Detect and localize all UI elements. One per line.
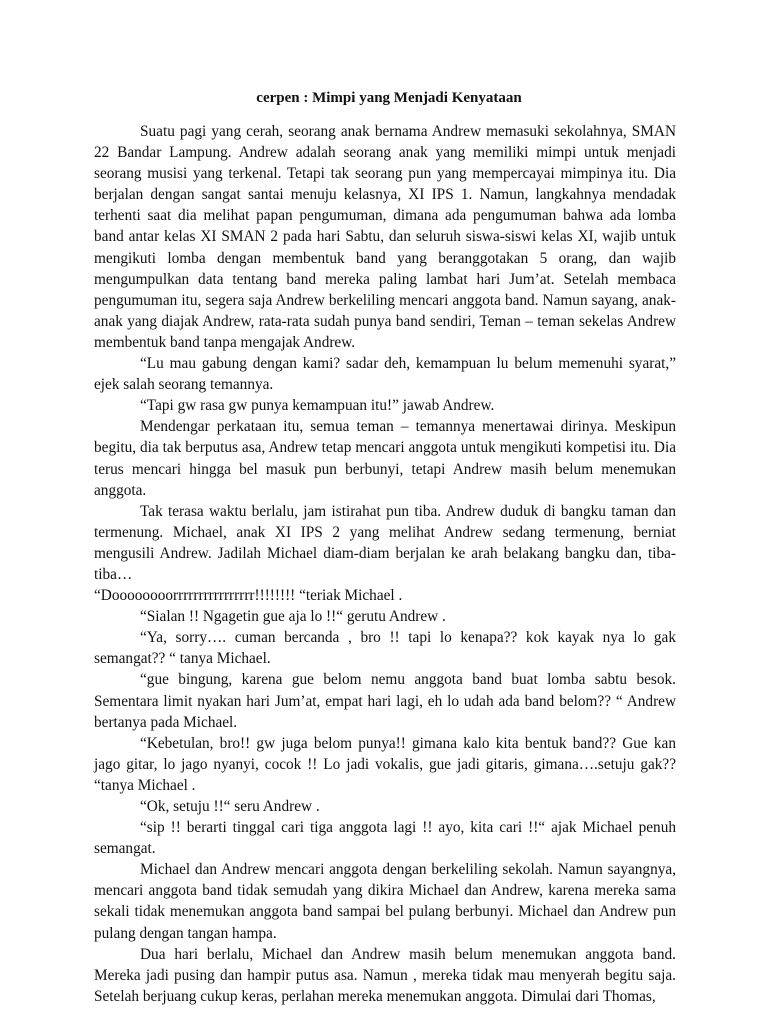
- paragraph: Michael dan Andrew mencari anggota dengan berkeliling sekolah. Namun sayangnya, mencari anggota band tidak semudah yang dikira Michael dan Andrew, karena mereka sama sekali tidak menemukan anggota band sampai bel pulang berbunyi. Michael dan Andrew pun pulang dengan tangan hampa.: [94, 861, 676, 942]
- paragraph: “sip !! berarti tinggal cari tiga anggota lagi !! ayo, kita cari !!“ ajak Michael penuh semangat.: [94, 819, 676, 858]
- paragraph: “Lu mau gabung dengan kami? sadar deh, kemampuan lu belum memenuhi syarat,” ejek salah seorang temannya.: [94, 355, 676, 394]
- paragraph: “Ok, setuju !!“ seru Andrew .: [140, 798, 320, 815]
- paragraph: “gue bingung, karena gue belom nemu anggota band buat lomba sabtu besok. Sementara limit nyakan hari Jum’at, empat hari lagi, eh lo udah ada band belom?? “ Andrew bertanya pada Michael.: [94, 671, 676, 731]
- paragraph: Mendengar perkataan itu, semua teman – temannya menertawai dirinya. Meskipun begitu, dia tak berputus asa, Andrew tetap mencari anggota untuk mengikuti kompetisi itu. Dia terus mencari hingga bel masuk pun berbunyi, tetapi Andrew masih belum menemukan anggota.: [94, 418, 676, 499]
- paragraph: “Doooooooorrrrrrrrrrrrrrrr!!!!!!!! “teriak Michael .: [94, 587, 403, 605]
- paragraph: Tak terasa waktu berlalu, jam istirahat pun tiba. Andrew duduk di bangku taman dan termenung. Michael, anak XI IPS 2 yang melihat Andrew sedang termenung, berniat mengusili Andrew. Jadilah Michael diam-diam berjalan ke arah belakang bangku dan, tiba-tiba…: [94, 502, 676, 583]
- document-body: [94, 121, 676, 1007]
- document-title: cerpen : Mimpi yang Menjadi Kenyataan: [256, 90, 522, 106]
- paragraph: Suatu pagi yang cerah, seorang anak bernama Andrew memasuki sekolahnya, SMAN 22 Bandar Lampung. Andrew adalah seorang anak yang memiliki mimpi untuk menjadi seorang musisi yang terkenal. Tetapi tak seorang pun yang mempercayai mimpinya itu. Dia berjalan dengan sangat santai menuju kelasnya, XI IPS 1. Namun, langkahnya mendadak terhenti saat dia melihat papan pengumuman, dimana ada pengumuman bahwa ada lomba band antar kelas XI SMAN 2 pada hari Sabtu, dan seluruh siswa-siswi kelas XI, wajib untuk mengikuti lomba dengan membentuk band yang beranggotakan 5 orang, dan wajib mengumpulkan data tentang band mereka paling lambat hari Jum’at. Setelah membaca pengumuman itu, segera saja Andrew berkeliling mencari anggota band. Namun sayang, anak-anak yang diajak Andrew, rata-rata sudah punya band sendiri, Teman – teman sekelas Andrew membentuk band tanpa mengajak Andrew.: [94, 123, 676, 351]
- paragraph: “Ya, sorry…. cuman bercanda , bro !! tapi lo kenapa?? kok kayak nya lo gak semangat?? “ tanya Michael.: [94, 629, 676, 668]
- paragraph: “Kebetulan, bro!! gw juga belom punya!! gimana kalo kita bentuk band?? Gue kan jago gitar, lo jago nyanyi, cocok !! Lo jadi vokalis, gue jadi gitaris, gimana….setuju gak?? “tanya Michael .: [94, 734, 676, 794]
- paragraph: “Sialan !! Ngagetin gue aja lo !!“ gerutu Andrew .: [140, 608, 446, 626]
- paragraph: “Tapi gw rasa gw punya kemampuan itu!” jawab Andrew.: [140, 397, 495, 415]
- paragraph: Dua hari berlalu, Michael dan Andrew masih belum menemukan anggota band. Mereka jadi pusing dan hampir putus asa. Namun , mereka tidak mau menyerah begitu saja. Setelah berjuang cukup keras, perlahan mereka menemukan anggota. Dimulai dari Thomas,: [94, 945, 676, 1005]
